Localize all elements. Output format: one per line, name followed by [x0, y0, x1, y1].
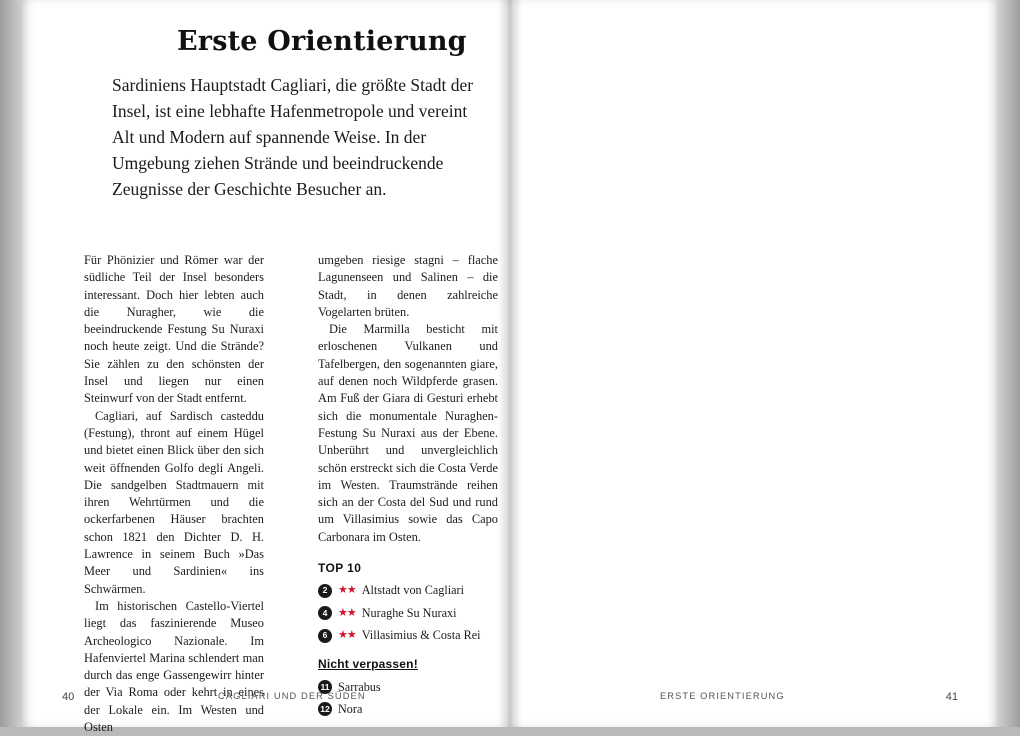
page-number-right: 41: [945, 691, 958, 703]
top10-label: Altstadt von Cagliari: [361, 583, 464, 598]
nicht-verpassen-label: Sarrabus: [338, 679, 381, 694]
footer-right: ERSTE ORIENTIERUNG: [660, 691, 785, 701]
nicht-verpassen-heading: Nicht verpassen!: [318, 657, 418, 672]
right-page: [510, 0, 998, 727]
top10-label: Nuraghe Su Nuraxi: [361, 605, 457, 620]
page-edge-left: [0, 0, 22, 727]
top10-item: [318, 582, 498, 599]
book-gutter: [498, 0, 522, 727]
poi-number: 6: [318, 629, 332, 643]
body-column-2: [318, 252, 498, 718]
top10-heading: TOP 10: [318, 561, 362, 576]
paragraph: Im historischen Castello-Viertel liegt das faszinierende Museo Archeologico Nazionale. Im Hafenviertel Marina schlendert man durch das enge Gassengewirr hinter der Via Roma oder kehrt in eines der Lokale ein. Im Westen und Osten: [84, 598, 264, 735]
top10-item: [318, 605, 498, 622]
footer-left: CAGLIARI UND DER SÜDEN: [218, 691, 366, 701]
poi-number: 2: [318, 584, 332, 598]
page-number-left: 40: [62, 691, 75, 703]
nicht-verpassen-item: [318, 701, 498, 718]
rating-stars: ★★: [338, 606, 356, 619]
poi-number: 4: [318, 606, 332, 620]
nicht-verpassen-label: Nora: [338, 701, 363, 716]
page-edge-right: [998, 0, 1020, 727]
page-title: Erste Orientierung: [177, 26, 467, 57]
paragraph: Die Marmilla besticht mit erloschenen Vulkanen und Tafelbergen, den sogenannten giare, auf denen noch Wildpferde grasen. Am Fuß der Giara di Gesturi erhebt sich die monumentale Nuraghen-Festung Su Nuraxi aus der Ebene. Unberührt und unvergleichlich schön erstreckt sich die Costa Verde im Westen. Traumstrände reihen sich an der Costa del Sud und rund um Villasimius sowie das Capo Carbonara im Osten.: [318, 322, 498, 544]
top10-label: Villasimius & Costa Rei: [361, 627, 481, 642]
poi-number: 11: [318, 680, 332, 694]
poi-number: 12: [318, 702, 332, 716]
rating-stars: ★★: [338, 628, 356, 641]
paragraph: umgeben riesige stagni – flache Lagunenseen und Salinen – die Stadt, in denen zahlreiche Vogelarten brüten.: [318, 253, 498, 319]
intro-paragraph: Sardiniens Hauptstadt Cagliari, die größte Stadt der Insel, ist eine lebhafte Hafenmetropole und vereint Alt und Modern auf spannende Weise. In der Umgebung ziehen Strände und beeindruckende Zeugnisse der Geschichte Besucher an.: [112, 75, 474, 199]
left-page: [22, 0, 510, 735]
paragraph: Für Phönizier und Römer war der südliche Teil der Insel besonders interessant. Doch hier lebten auch die Nuragher, wie die beeindruckende Festung Su Nuraxi noch heute zeigt. Und die Strände? Sie zählen zu den schönsten der Insel und liegen nur einen Steinwurf von der Stadt entfernt.: [84, 253, 264, 406]
paragraph: Cagliari, auf Sardisch casteddu (Festung), thront auf einem Hügel und bietet einen Blick über den sich weit öffnenden Golfo degli Angeli. Die sandgelben Stadtmauern mit ihren Wehrtürmen und die ockerfarbenen Häuser brachten schon 1821 den Dichter D. H. Lawrence in seinem Buch »Das Meer und Sardinien« ins Schwärmen.: [84, 408, 264, 596]
body-column-1: [84, 252, 264, 736]
top10-item: [318, 627, 498, 644]
rating-stars: ★★: [338, 584, 356, 597]
